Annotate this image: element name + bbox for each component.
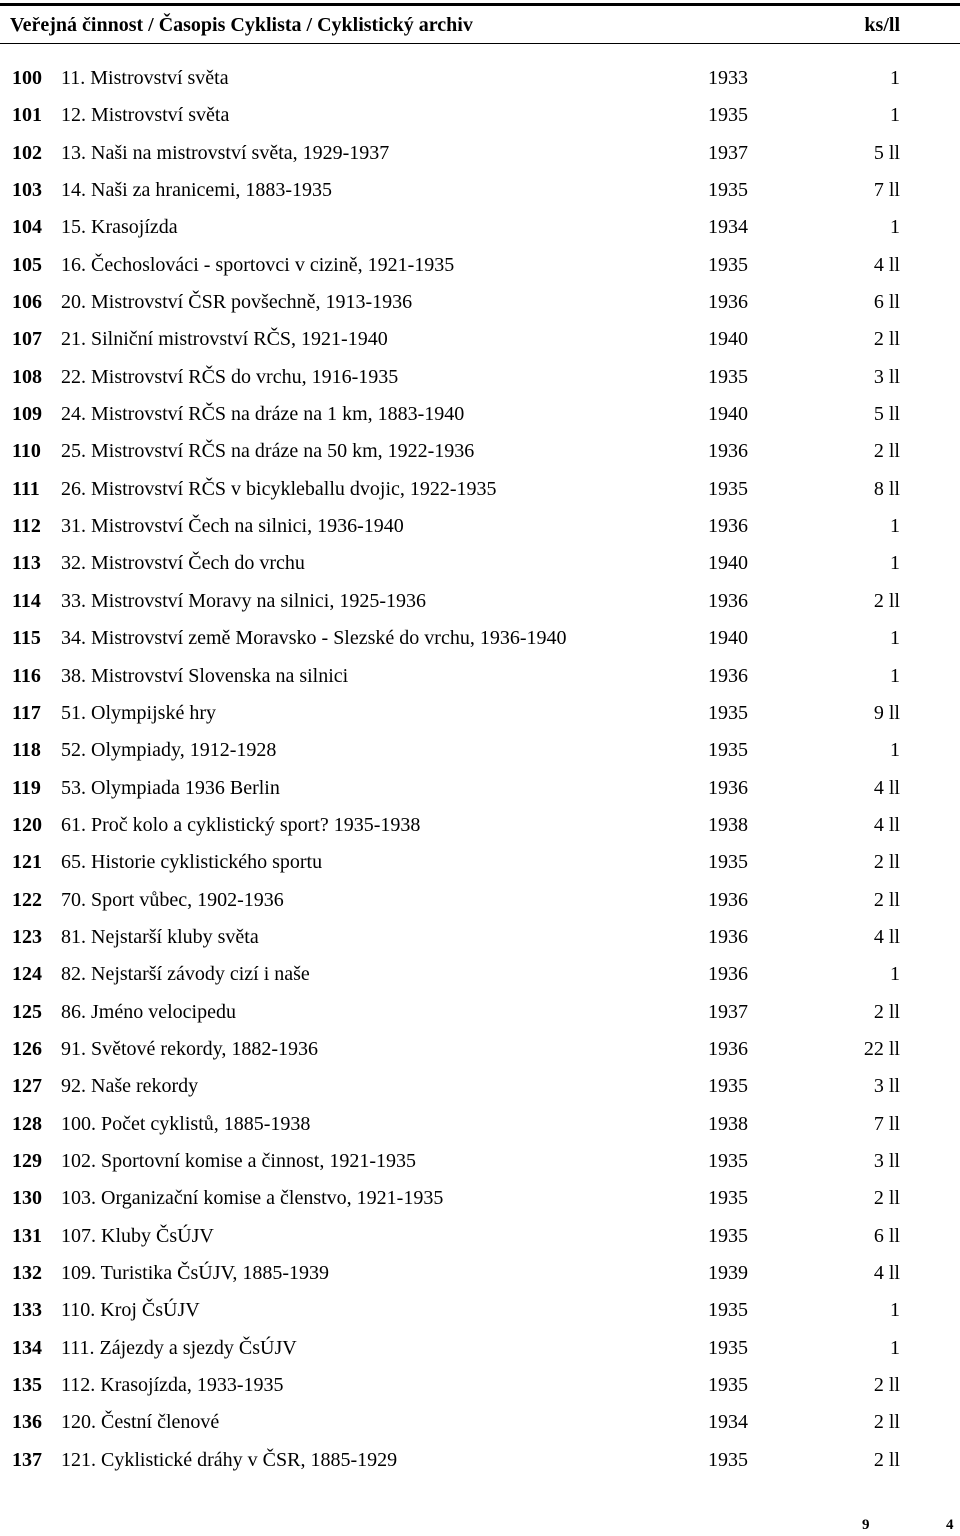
row-number: 137 [12,1448,42,1471]
row-year: 1937 [708,1000,748,1023]
table-row [0,1178,960,1215]
row-title: 86. Jméno velocipedu [61,1000,236,1023]
row-number: 106 [12,291,42,314]
row-number: 135 [12,1374,42,1397]
row-title: 11. Mistrovství světa [61,67,229,89]
header-unit-label: ks/ll [864,14,900,36]
row-count: 1 [890,627,900,650]
row-number: 102 [12,141,42,164]
row-count: 22 ll [863,1037,900,1060]
row-title: 32. Mistrovství Čech do vrchu [61,552,305,575]
table-row [0,1216,960,1253]
table-row [0,357,960,394]
row-title: 38. Mistrovství Slovenska na silnici [61,664,349,687]
row-year: 1935 [708,1224,748,1247]
row-number: 118 [12,739,41,762]
row-year: 1936 [708,440,748,463]
row-title: 15. Krasojízda [61,216,178,239]
row-number: 116 [12,664,41,687]
row-title: 16. Čechoslováci - sportovci v cizině, 1921-1935 [61,253,455,276]
row-count: 1 [890,963,900,986]
row-count: 7 ll [873,179,900,202]
row-year: 1935 [708,739,748,762]
row-title: 107. Kluby ČsÚJV [61,1224,214,1247]
row-year: 1935 [708,477,748,500]
row-count: 4 ll [873,925,900,948]
row-number: 104 [12,216,42,239]
row-title: 121. Cyklistické dráhy v ČSR, 1885-1929 [61,1448,398,1471]
table-row [0,469,960,506]
row-number: 107 [12,328,42,351]
row-count: 6 ll [873,1224,900,1247]
table-row [0,1402,960,1439]
table-row [0,656,960,693]
table-row [0,730,960,767]
header-rule-top [0,3,960,6]
row-count: 2 ll [873,328,900,351]
row-title: 25. Mistrovství RČS na dráze na 50 km, 1922-1936 [61,440,475,463]
row-title: 31. Mistrovství Čech na silnici, 1936-1940 [61,515,404,538]
row-count: 2 ll [873,589,900,612]
row-number: 101 [12,104,42,127]
row-year: 1937 [708,141,748,164]
row-number: 122 [12,888,42,911]
row-year: 1935 [708,365,748,388]
row-year: 1935 [708,1149,748,1172]
row-title: 34. Mistrovství země Moravsko - Slezské do vrchu, 1936-1940 [61,627,567,650]
table-row [0,170,960,207]
row-number: 130 [12,1187,42,1210]
row-year: 1935 [708,1187,748,1210]
table-row [0,992,960,1029]
row-year: 1940 [708,328,748,351]
row-title: 13. Naši na mistrovství světa, 1929-1937 [61,141,390,164]
row-year: 1935 [708,1299,748,1322]
page-total: 4 [946,1517,954,1533]
table-row [0,282,960,319]
page-header [0,0,960,46]
page-number: 9 [862,1517,870,1533]
row-title: 26. Mistrovství RČS v bicykleballu dvojic, 1922-1935 [61,477,497,500]
row-number: 133 [12,1299,42,1322]
inventory-list [0,58,960,1477]
table-row [0,805,960,842]
row-title: 111. Zájezdy a sjezdy ČsÚJV [61,1336,297,1359]
row-year: 1935 [708,701,748,724]
row-title: 33. Mistrovství Moravy na silnici, 1925-1936 [61,589,426,612]
row-year: 1938 [708,813,748,836]
row-title: 24. Mistrovství RČS na dráze na 1 km, 1883-1940 [61,403,465,426]
row-number: 127 [12,1075,42,1098]
row-year: 1935 [708,851,748,874]
row-count: 2 ll [873,1411,900,1434]
row-number: 100 [12,67,42,89]
row-year: 1936 [708,963,748,986]
row-number: 126 [12,1037,42,1060]
row-number: 121 [12,851,42,874]
row-count: 3 ll [873,1075,900,1098]
table-row [0,581,960,618]
row-count: 4 ll [873,253,900,276]
table-row [0,1104,960,1141]
row-year: 1940 [708,403,748,426]
row-count: 4 ll [873,776,900,799]
table-row [0,693,960,730]
table-row [0,1066,960,1103]
row-year: 1935 [708,179,748,202]
row-year: 1938 [708,1112,748,1135]
row-number: 131 [12,1224,42,1247]
row-year: 1936 [708,589,748,612]
row-year: 1933 [708,67,748,89]
row-count: 2 ll [873,888,900,911]
row-title: 14. Naši za hranicemi, 1883-1935 [61,179,333,202]
row-number: 124 [12,963,42,986]
row-year: 1935 [708,1336,748,1359]
table-row [0,1253,960,1290]
row-count: 2 ll [873,440,900,463]
row-title: 109. Turistika ČsÚJV, 1885-1939 [61,1262,330,1284]
row-year: 1940 [708,552,748,575]
row-year: 1934 [708,216,748,239]
row-number: 129 [12,1149,42,1172]
header-title: Veřejná činnost / Časopis Cyklista / Cyklistický archiv [10,14,473,36]
row-number: 117 [12,701,41,724]
table-row [0,842,960,879]
row-number: 134 [12,1336,42,1359]
table-row [0,207,960,244]
row-year: 1935 [708,104,748,127]
row-title: 70. Sport vůbec, 1902-1936 [61,888,284,911]
row-year: 1935 [708,1374,748,1397]
row-title: 91. Světové rekordy, 1882-1936 [61,1037,318,1060]
row-title: 92. Naše rekordy [61,1075,199,1098]
row-year: 1936 [708,664,748,687]
table-row [0,58,960,95]
row-number: 111 [12,477,40,500]
table-row [0,431,960,468]
row-title: 100. Počet cyklistů, 1885-1938 [61,1112,311,1135]
table-row [0,1365,960,1402]
row-title: 12. Mistrovství světa [61,104,230,127]
table-row [0,917,960,954]
table-row [0,245,960,282]
row-title: 52. Olympiady, 1912-1928 [61,739,277,762]
row-count: 7 ll [873,1112,900,1135]
row-title: 112. Krasojízda, 1933-1935 [61,1374,284,1397]
row-number: 105 [12,253,42,276]
row-number: 114 [12,589,41,612]
row-count: 1 [890,1299,900,1322]
row-year: 1940 [708,627,748,650]
row-title: 110. Kroj ČsÚJV [61,1299,200,1322]
row-count: 1 [890,515,900,538]
table-row [0,880,960,917]
row-title: 51. Olympijské hry [61,701,216,724]
row-count: 2 ll [873,1187,900,1210]
row-count: 2 ll [873,1448,900,1471]
row-number: 115 [12,627,41,650]
table-row [0,1141,960,1178]
row-count: 4 ll [873,813,900,836]
row-title: 82. Nejstarší závody cizí i naše [61,963,310,986]
row-number: 128 [12,1112,42,1135]
row-count: 1 [890,1336,900,1359]
row-year: 1935 [708,253,748,276]
table-row [0,954,960,991]
row-number: 112 [12,515,41,538]
row-number: 109 [12,403,42,426]
table-row [0,768,960,805]
row-year: 1935 [708,1075,748,1098]
row-title: 120. Čestní členové [61,1411,220,1434]
row-title: 53. Olympiada 1936 Berlin [61,776,280,799]
table-row [0,394,960,431]
row-year: 1934 [708,1411,748,1434]
row-count: 2 ll [873,1000,900,1023]
table-row [0,133,960,170]
row-number: 136 [12,1411,42,1434]
row-title: 102. Sportovní komise a činnost, 1921-1935 [61,1149,416,1172]
table-row [0,1290,960,1327]
row-count: 1 [890,664,900,687]
row-year: 1936 [708,291,748,314]
row-count: 5 ll [873,141,900,164]
row-number: 123 [12,925,42,948]
row-count: 1 [890,104,900,127]
table-row [0,506,960,543]
row-year: 1936 [708,776,748,799]
row-number: 110 [12,440,41,463]
row-number: 120 [12,813,42,836]
row-title: 103. Organizační komise a členstvo, 1921-1935 [61,1187,444,1210]
row-number: 108 [12,365,42,388]
row-year: 1939 [708,1262,748,1284]
table-row [0,1029,960,1066]
table-row [0,1328,960,1365]
table-row [0,1440,960,1477]
row-title: 65. Historie cyklistického sportu [61,851,323,874]
row-number: 113 [12,552,41,575]
row-year: 1936 [708,925,748,948]
row-year: 1936 [708,515,748,538]
row-count: 4 ll [873,1262,900,1284]
row-year: 1935 [708,1448,748,1471]
row-count: 1 [890,739,900,762]
row-number: 103 [12,179,42,202]
row-title: 81. Nejstarší kluby světa [61,925,259,948]
table-row [0,543,960,580]
row-count: 1 [890,67,900,89]
row-count: 1 [890,216,900,239]
table-row [0,319,960,356]
row-count: 6 ll [873,291,900,314]
row-number: 119 [12,776,41,799]
row-year: 1936 [708,1037,748,1060]
header-rule-bottom [0,43,960,44]
table-row [0,95,960,132]
row-count: 1 [890,552,900,575]
row-count: 9 ll [873,701,900,724]
row-title: 61. Proč kolo a cyklistický sport? 1935-1938 [61,813,421,836]
row-title: 21. Silniční mistrovství RČS, 1921-1940 [61,328,388,351]
row-count: 2 ll [873,851,900,874]
row-count: 2 ll [873,1374,900,1397]
row-count: 8 ll [873,477,900,500]
row-number: 132 [12,1262,42,1284]
row-title: 22. Mistrovství RČS do vrchu, 1916-1935 [61,365,399,388]
table-row [0,618,960,655]
row-count: 3 ll [873,365,900,388]
row-number: 125 [12,1000,42,1023]
row-count: 5 ll [873,403,900,426]
row-title: 20. Mistrovství ČSR povšechně, 1913-1936 [61,291,413,314]
row-year: 1936 [708,888,748,911]
row-count: 3 ll [873,1149,900,1172]
